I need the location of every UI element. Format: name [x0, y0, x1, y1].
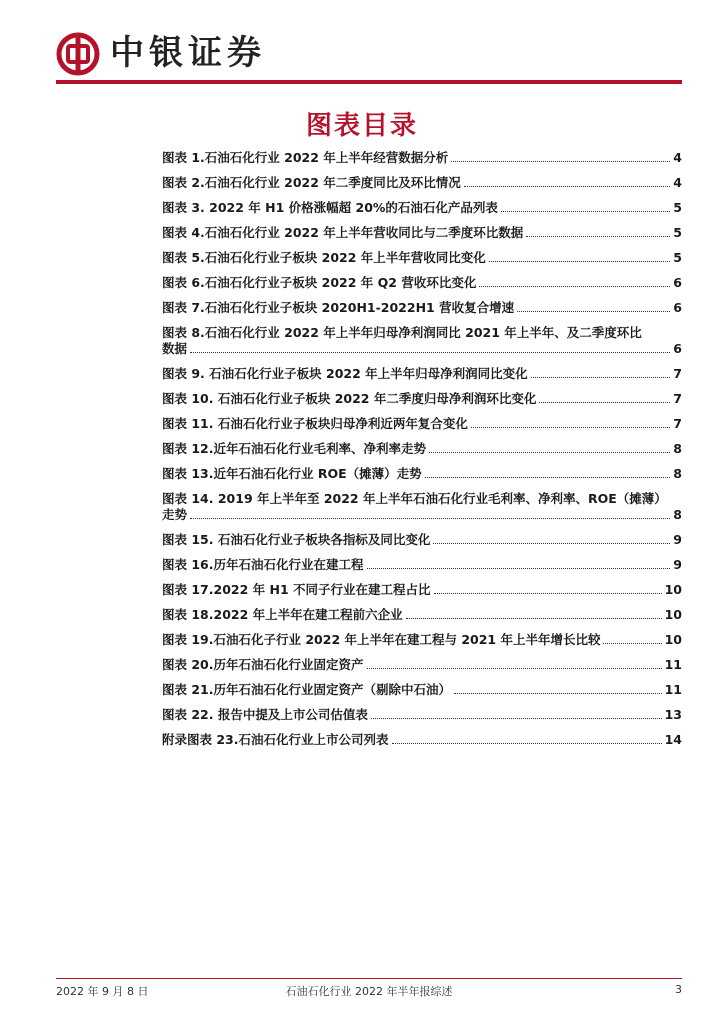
toc-entry-line	[162, 175, 682, 191]
toc-entry[interactable]	[162, 441, 682, 457]
toc-entry-title: 图表 4.石油石化行业 2022 年上半年营收同比与二季度环比数据	[162, 225, 524, 240]
page-footer	[56, 983, 682, 999]
toc-entry-line	[162, 507, 682, 523]
toc-entry[interactable]	[162, 416, 682, 432]
toc-entry-title-line: 图表 14. 2019 年上半年至 2022 年上半年石油石化行业毛利率、净利率、ROE（摊薄）	[162, 491, 667, 506]
toc-entry-line	[162, 732, 682, 748]
toc-entry-line	[162, 707, 682, 723]
toc-dot-leader	[539, 401, 670, 403]
toc-entry[interactable]	[162, 607, 682, 623]
bank-of-china-logo-icon	[56, 32, 100, 76]
toc-entry-line	[162, 532, 682, 548]
toc-page-number: 10	[664, 582, 682, 597]
toc-page-number: 9	[673, 557, 682, 572]
toc-entry[interactable]	[162, 582, 682, 598]
toc-entry-title: 图表 22. 报告中提及上市公司估值表	[162, 707, 368, 722]
toc-entry-title: 图表 21.历年石油石化行业固定资产（剔除中石油）	[162, 682, 451, 697]
toc-entry-line	[162, 682, 682, 698]
toc-page-number: 11	[664, 657, 682, 672]
toc-entry-title: 图表 5.石油石化行业子板块 2022 年上半年营收同比变化	[162, 250, 486, 265]
toc-entry-line	[162, 416, 682, 432]
toc-entry-title: 图表 9. 石油石化行业子板块 2022 年上半年归母净利润同比变化	[162, 366, 528, 381]
toc-entry-title: 图表 11. 石油石化行业子板块归母净利近两年复合变化	[162, 416, 468, 431]
toc-page-number: 14	[664, 732, 682, 747]
toc-entry-title: 数据	[162, 341, 188, 356]
toc-entry-line	[162, 607, 682, 623]
toc-entry[interactable]	[162, 366, 682, 382]
toc-entry-title: 走势	[162, 507, 188, 522]
toc-entry[interactable]	[162, 300, 682, 316]
toc-entry-line	[162, 582, 682, 598]
toc-entry-line	[162, 225, 682, 241]
toc-entry[interactable]	[162, 250, 682, 266]
toc-entry[interactable]	[162, 557, 682, 573]
toc-entry-title: 图表 20.历年石油石化行业固定资产	[162, 657, 364, 672]
toc-entry-line	[162, 557, 682, 573]
toc-dot-leader	[451, 160, 670, 162]
toc-entry-line	[162, 466, 682, 482]
toc-page-number: 4	[673, 150, 682, 165]
toc-entry-line	[162, 300, 682, 316]
toc-page-number: 7	[673, 366, 682, 381]
toc-dot-leader	[425, 476, 671, 478]
page-title: 图表目录	[305, 111, 418, 141]
toc-entry-title: 图表 1.石油石化行业 2022 年上半年经营数据分析	[162, 150, 449, 165]
footer-report-name: 石油石化行业 2022 年半年报综述	[285, 985, 453, 998]
toc-dot-leader	[517, 310, 670, 312]
toc-page-number: 5	[673, 225, 682, 240]
toc-entry-line	[162, 341, 682, 357]
toc-page-number: 6	[673, 300, 682, 315]
toc-entry-line	[162, 657, 682, 673]
toc-entry-line	[162, 366, 682, 382]
toc-entry[interactable]	[162, 225, 682, 241]
toc-entry-line	[162, 250, 682, 266]
toc-page-number: 8	[673, 507, 682, 522]
toc-entry[interactable]	[162, 150, 682, 166]
toc-entry-title: 图表 15. 石油石化行业子板块各指标及同比变化	[162, 532, 431, 547]
toc-entry[interactable]	[162, 275, 682, 291]
toc-dot-leader	[479, 285, 670, 287]
toc-entry[interactable]	[162, 466, 682, 482]
toc-page-number: 5	[673, 250, 682, 265]
toc-page-number: 13	[664, 707, 682, 722]
toc-dot-leader	[489, 260, 671, 262]
toc-dot-leader	[433, 542, 670, 544]
toc-page-number: 5	[673, 200, 682, 215]
header-divider	[56, 80, 682, 84]
toc-entry[interactable]	[162, 491, 682, 523]
brand-name: 中银证券	[110, 33, 266, 73]
toc-dot-leader	[371, 717, 662, 719]
toc-entry-line	[162, 441, 682, 457]
toc-entry-title: 图表 12.近年石油石化行业毛利率、净利率走势	[162, 441, 426, 456]
toc-page-number: 9	[673, 532, 682, 547]
toc-page-number: 10	[664, 632, 682, 647]
toc-dot-leader	[531, 376, 671, 378]
toc-dot-leader	[190, 351, 670, 353]
toc-entry-title: 图表 17.2022 年 H1 不同子行业在建工程占比	[162, 582, 431, 597]
toc-dot-leader	[429, 451, 670, 453]
toc-entry-line	[162, 150, 682, 166]
toc-entry-title-line: 图表 8.石油石化行业 2022 年上半年归母净利润同比 2021 年上半年、及二季度环比	[162, 325, 642, 340]
toc-page-number: 10	[664, 607, 682, 622]
toc-entry-title: 图表 2.石油石化行业 2022 年二季度同比及环比情况	[162, 175, 461, 190]
toc-entry-title: 图表 18.2022 年上半年在建工程前六企业	[162, 607, 403, 622]
toc-entry-title: 附录图表 23.石油石化行业上市公司列表	[162, 732, 389, 747]
toc-dot-leader	[454, 692, 662, 694]
toc-page-number: 8	[673, 466, 682, 481]
toc-page-number: 6	[673, 341, 682, 356]
toc-entry[interactable]	[162, 632, 682, 648]
toc-dot-leader	[406, 617, 662, 619]
toc-dot-leader	[392, 742, 662, 744]
toc-page-number: 11	[664, 682, 682, 697]
toc-entry[interactable]	[162, 325, 682, 357]
toc-entry-title: 图表 19.石油石化子行业 2022 年上半年在建工程与 2021 年上半年增长比较	[162, 632, 601, 647]
toc-entry-title: 图表 3. 2022 年 H1 价格涨幅超 20%的石油石化产品列表	[162, 200, 498, 215]
toc-entry[interactable]	[162, 391, 682, 407]
toc-entry-line	[162, 632, 682, 648]
toc-dot-leader	[501, 210, 670, 212]
toc-entry[interactable]	[162, 707, 682, 723]
toc-entry-line	[162, 391, 682, 407]
toc-dot-leader	[190, 517, 670, 519]
toc-entry[interactable]	[162, 200, 682, 216]
toc-entry-title: 图表 10. 石油石化行业子板块 2022 年二季度归母净利润环比变化	[162, 391, 537, 406]
footer-divider	[56, 978, 682, 979]
toc-dot-leader	[471, 426, 670, 428]
toc-entry-title: 图表 16.历年石油石化行业在建工程	[162, 557, 364, 572]
toc-dot-leader	[464, 185, 671, 187]
toc-dot-leader	[603, 642, 661, 644]
table-of-figures	[162, 150, 682, 757]
toc-entry[interactable]	[162, 682, 682, 698]
toc-entry[interactable]	[162, 732, 682, 748]
toc-entry-line	[162, 275, 682, 291]
toc-entry[interactable]	[162, 657, 682, 673]
toc-page-number: 8	[673, 441, 682, 456]
toc-page-number: 7	[673, 391, 682, 406]
toc-dot-leader	[367, 567, 671, 569]
toc-entry-line	[162, 200, 682, 216]
toc-dot-leader	[434, 592, 662, 594]
toc-entry[interactable]	[162, 175, 682, 191]
toc-entry-title: 图表 7.石油石化行业子板块 2020H1-2022H1 营收复合增速	[162, 300, 515, 315]
footer-date: 2022 年 9 月 8 日	[56, 985, 149, 998]
footer-page-number: 3	[675, 983, 682, 996]
page-header	[56, 30, 682, 80]
toc-page-number: 4	[673, 175, 682, 190]
toc-entry-title: 图表 13.近年石油石化行业 ROE（摊薄）走势	[162, 466, 422, 481]
toc-page-number: 7	[673, 416, 682, 431]
toc-dot-leader	[526, 235, 670, 237]
toc-dot-leader	[367, 667, 662, 669]
toc-entry[interactable]	[162, 532, 682, 548]
toc-entry-title: 图表 6.石油石化行业子板块 2022 年 Q2 营收环比变化	[162, 275, 477, 290]
toc-page-number: 6	[673, 275, 682, 290]
